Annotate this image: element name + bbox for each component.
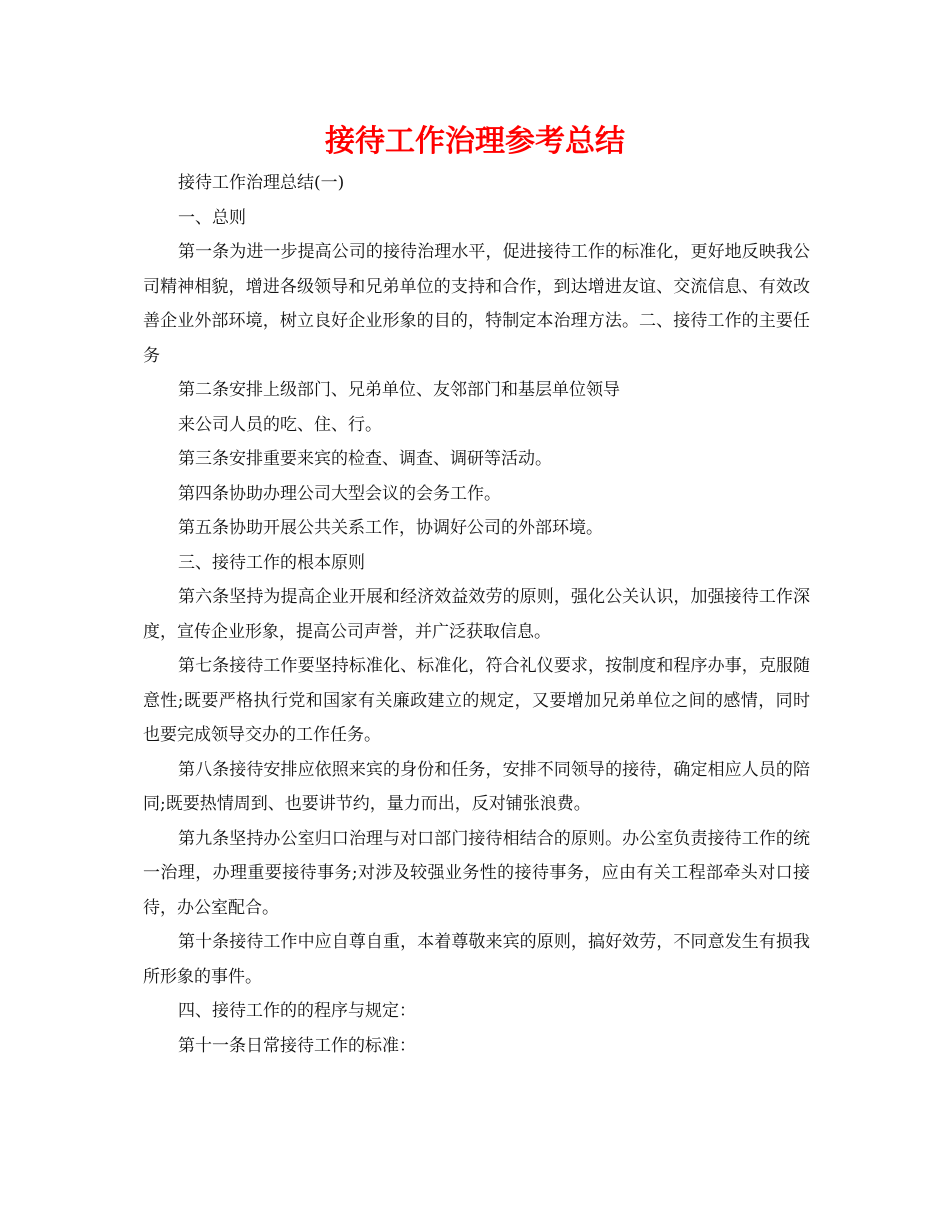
document-body bbox=[143, 166, 810, 1063]
paragraph-article-10: 第十条接待工作中应自尊自重，本着尊敬来宾的原则，搞好效劳，不同意发生有损我所形象的事件。 bbox=[143, 932, 810, 987]
paragraph-article-9: 第九条坚持办公室归口治理与对口部门接待相结合的原则。办公室负责接待工作的统一治理，办理重要接待事务;对涉及较强业务性的接待事务，应由有关工程部牵头对口接待，办公室配合。 bbox=[143, 828, 810, 918]
section-heading-general: 一、总则 bbox=[178, 207, 246, 228]
paragraph-article-5: 第五条协助开展公共关系工作，协调好公司的外部环境。 bbox=[178, 518, 603, 538]
paragraph-subtitle: 接待工作治理总结(一) bbox=[178, 173, 345, 193]
paragraph-article-3: 第三条安排重要来宾的检查、调查、调研等活动。 bbox=[178, 449, 552, 469]
paragraph-article-2-continued: 来公司人员的吃、住、行。 bbox=[178, 414, 382, 435]
paragraph-article-1: 第一条为进一步提高公司的接待治理水平，促进接待工作的标准化，更好地反映我公司精神相貌，增进各级领导和兄弟单位的支持和合作，到达增进友谊、交流信息、有效改善企业外部环境，树立良好企业形象的目的，特制定本治理方法。二、接待工作的主要任务 bbox=[143, 242, 810, 366]
paragraph-article-11: 第十一条日常接待工作的标准： bbox=[178, 1035, 416, 1056]
paragraph-article-8: 第八条接待安排应依照来宾的身份和任务，安排不同领导的接待，确定相应人员的陪同;既要热情周到、也要讲节约，量力而出，反对铺张浪费。 bbox=[143, 759, 810, 814]
paragraph-article-6: 第六条坚持为提高企业开展和经济效益效劳的原则，强化公关认识，加强接待工作深度，宣传企业形象，提高公司声誉，并广泛获取信息。 bbox=[143, 587, 810, 642]
paragraph-article-2: 第二条安排上级部门、兄弟单位、友邻部门和基层单位领导 bbox=[178, 380, 620, 400]
section-heading-principles: 三、接待工作的根本原则 bbox=[178, 552, 365, 573]
paragraph-article-7: 第七条接待工作要坚持标准化、标准化，符合礼仪要求，按制度和程序办事，克服随意性;既要严格执行党和国家有关廉政建立的规定，又要增加兄弟单位之间的感情，同时也要完成领导交办的工作任务。 bbox=[143, 656, 810, 745]
section-heading-procedures: 四、接待工作的的程序与规定： bbox=[178, 1001, 416, 1021]
paragraph-article-4: 第四条协助办理公司大型会议的会务工作。 bbox=[178, 483, 501, 504]
page-title: 接待工作治理参考总结 bbox=[325, 124, 625, 159]
